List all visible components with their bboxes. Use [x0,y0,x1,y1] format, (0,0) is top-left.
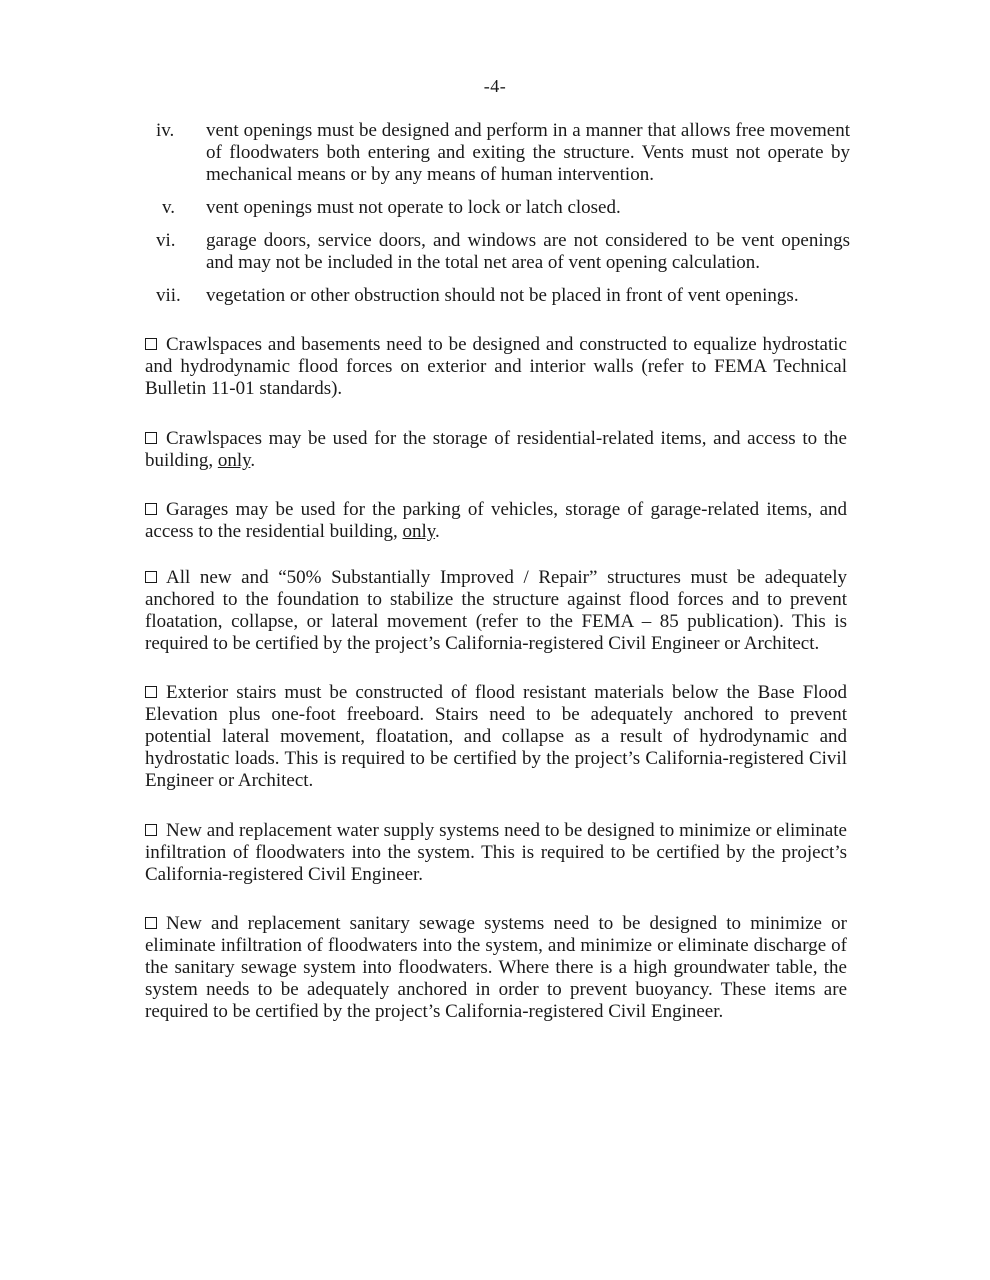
list-item [150,285,850,307]
checklist-suffix: . [250,450,256,471]
checkbox-icon [145,503,157,515]
emphasis-only: only [402,521,436,542]
checklist-item-anchoring [145,567,847,655]
checklist-text: All new and “50% Substantially Improved / Repair” structures must be adequately anchored to the foundation to stabilize the structure against flood forces and to prevent floatation, collapse, or lateral movement (refer to the FEMA – 85 publication). This is required to be certified by the project’s California-registered Civil Engineer or Architect. [145,567,847,654]
checkbox-icon [145,686,157,698]
checklist-text: Crawlspaces may be used for the storage of residential-related items, and access to the building, [145,428,847,471]
checklist-text: Crawlspaces and basements need to be designed and constructed to equalize hydrostatic and hydrodynamic flood forces on exterior and interior walls (refer to FEMA Technical Bulletin 11-01 standards). [145,334,847,399]
checklist-text: New and replacement water supply systems need to be designed to minimize or eliminate infiltration of floodwaters into the system. This is required to be certified by the project’s California-registered Civil Engineer. [145,820,847,885]
checkbox-icon [145,917,157,929]
vent-requirements-list [150,120,850,318]
checkbox-icon [145,338,157,350]
checklist-item-sanitary-sewage [145,913,847,1023]
checkbox-icon [145,824,157,836]
list-item-text: vent openings must not operate to lock or latch closed. [206,197,621,218]
checklist-text: Garages may be used for the parking of vehicles, storage of garage-related items, and access to the residential building, [145,499,847,542]
checklist-item-water-supply [145,820,847,886]
list-item-text: garage doors, service doors, and windows are not considered to be vent openings and may not be included in the total net area of vent opening calculation. [206,230,850,273]
list-marker: v. [162,197,176,218]
emphasis-only: only [217,450,251,471]
checklist-text: Exterior stairs must be constructed of flood resistant materials below the Base Flood Elevation plus one-foot freeboard. Stairs need to be adequately anchored to prevent potential lateral movement, floatation, and collapse as a result of hydrodynamic and hydrostatic loads. This is required to be certified by the project’s California-registered Civil Engineer or Architect. [145,682,847,791]
list-marker: iv. [156,120,175,141]
checklist-item-crawlspaces-basements [145,334,847,400]
checklist-item-crawlspace-storage [145,428,847,472]
checklist-text: New and replacement sanitary sewage systems need to be designed to minimize or eliminate infiltration of floodwaters into the system, and minimize or eliminate discharge of the sanitary sewage system into floodwaters. Where there is a high groundwater table, the system needs to be adequately anchored in order to prevent buoyancy. These items are required to be certified by the project’s California-registered Civil Engineer. [145,913,847,1022]
page-number: -4- [483,76,507,96]
list-item [150,197,850,219]
list-item-text: vent openings must be designed and perform in a manner that allows free movement of floodwaters both entering and exiting the structure. Vents must not operate by mechanical means or by any means of human intervention. [206,120,850,185]
checklist-suffix: . [435,521,440,542]
checkbox-icon [145,432,157,444]
list-item [150,230,850,274]
checklist-item-garages [145,499,847,543]
list-item [150,120,850,186]
checklist-item-exterior-stairs [145,682,847,792]
checkbox-icon [145,571,157,583]
list-item-text: vegetation or other obstruction should not be placed in front of vent openings. [206,285,799,306]
list-marker: vii. [156,285,181,306]
list-marker: vi. [156,230,176,251]
